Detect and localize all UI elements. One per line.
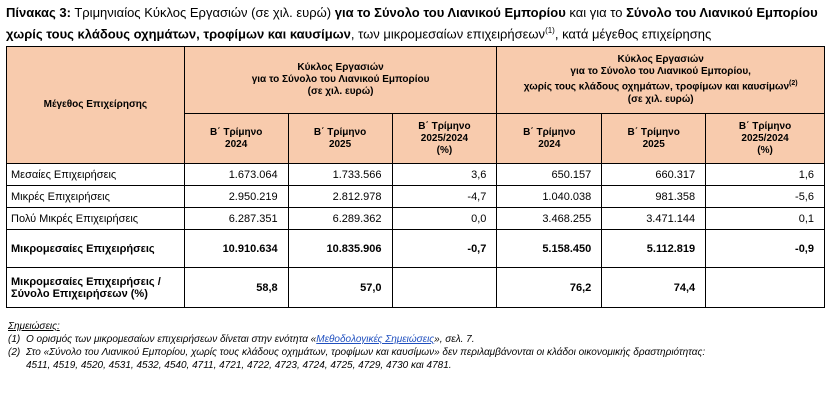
cell: -0,9 — [706, 230, 825, 268]
note-2-line2: 4511, 4519, 4520, 4531, 4532, 4540, 4711, 4721, 4722, 4723, 4724, 4725, 4729, 4730 και 4781. — [26, 360, 452, 371]
title-part1: Τριμηνιαίος Κύκλος Εργασιών (σε χιλ. ευρώ) — [70, 5, 335, 20]
note-1 — [8, 333, 834, 346]
table-row — [7, 208, 825, 230]
title-part2: και για το — [565, 5, 627, 20]
note-1-number: (1) — [8, 334, 21, 345]
methodology-link[interactable]: Μεθοδολογικές Σημειώσεις — [316, 334, 435, 345]
cell: 5.158.450 — [497, 230, 602, 268]
cell: 6.287.351 — [184, 208, 288, 230]
col-q2024-excl: Β΄ Τρίμηνο 2024 — [497, 114, 602, 164]
title-part4: , κατά μέγεθος επιχείρησης — [554, 26, 712, 42]
notes-heading: Σημειώσεις: — [8, 321, 60, 332]
cell: 981.358 — [602, 186, 706, 208]
note-1-pre: Ο ορισμός των μικρομεσαίων επιχειρήσεων δίνεται στην ενότητα « — [26, 334, 317, 345]
group2-line4: (σε χιλ. ευρώ) — [627, 93, 694, 105]
row-label: Μικρομεσαίες Επιχειρήσεις / Σύνολο Επιχειρήσεων (%) — [7, 268, 185, 308]
note-2-line1: Στο «Σύνολο του Λιανικού Εμπορίου, χωρίς τους κλάδους οχημάτων, τροφίμων και καυσίμων» δεν περιλαμβάνονται οι κλάδοι οικονομικής δραστηριότητας: — [26, 347, 706, 358]
cell: 660.317 — [602, 164, 706, 186]
cell: 2.950.219 — [184, 186, 288, 208]
cell — [392, 268, 497, 308]
note-1-post: », σελ. 7. — [434, 334, 475, 345]
cell: 3.468.255 — [497, 208, 602, 230]
cell: 1.733.566 — [288, 164, 392, 186]
cell: 10.910.634 — [184, 230, 288, 268]
cell: 1.040.038 — [497, 186, 602, 208]
cell: 3.471.144 — [602, 208, 706, 230]
cell: 0,1 — [706, 208, 825, 230]
title-bold2: Σύνολο του Λιανικού Εμπορίου χωρίς τους κλάδους οχημάτων, τροφίμων και καυσίμων — [6, 5, 818, 42]
row-label: Μεσαίες Επιχειρήσεις — [7, 164, 185, 186]
table-row — [7, 186, 825, 208]
cell: 6.289.362 — [288, 208, 392, 230]
cell: 10.835.906 — [288, 230, 392, 268]
cell — [706, 268, 825, 308]
cell: 76,2 — [497, 268, 602, 308]
title-sup: (1) — [545, 26, 555, 35]
row-label: Μικρομεσαίες Επιχειρήσεις — [7, 230, 185, 268]
group2-line2: για το Σύνολο του Λιανικού Εμπορίου, — [570, 66, 751, 78]
cell: -0,7 — [392, 230, 497, 268]
title-bold1: για το Σύνολο του Λιανικού Εμπορίου — [334, 5, 566, 20]
cell: 0,0 — [392, 208, 497, 230]
title-label: Πίνακας 3: — [6, 5, 71, 20]
row-label: Μικρές Επιχειρήσεις — [7, 186, 185, 208]
data-table — [6, 46, 825, 308]
cell: 1,6 — [706, 164, 825, 186]
col-q2025: Β΄ Τρίμηνο 2025 — [288, 114, 392, 164]
table-row — [7, 164, 825, 186]
col-q2025-excl: Β΄ Τρίμηνο 2025 — [602, 114, 706, 164]
cell: 3,6 — [392, 164, 497, 186]
group2-line1: Κύκλος Εργασιών — [617, 54, 704, 66]
cell: 74,4 — [602, 268, 706, 308]
cell: 58,8 — [184, 268, 288, 308]
table-title — [6, 4, 832, 43]
note-2-number: (2) — [8, 347, 21, 358]
title-part3: , των μικρομεσαίων επιχειρήσεων — [350, 26, 546, 42]
note-2 — [8, 346, 834, 372]
notes — [8, 320, 834, 372]
size-header: Μέγεθος Επιχείρησης — [7, 47, 185, 164]
cell: 1.673.064 — [184, 164, 288, 186]
col-change: Β΄ Τρίμηνο 2025/2024 (%) — [392, 114, 497, 164]
cell: -4,7 — [392, 186, 497, 208]
col-change-excl: Β΄ Τρίμηνο 2025/2024 (%) — [706, 114, 825, 164]
group-header-total — [184, 47, 497, 114]
group1-line1: Κύκλος Εργασιών — [297, 62, 384, 73]
col-q2024: Β΄ Τρίμηνο 2024 — [184, 114, 288, 164]
cell: 57,0 — [288, 268, 392, 308]
table-row-total — [7, 230, 825, 268]
group1-line2: για το Σύνολο του Λιανικού Εμπορίου — [251, 74, 430, 85]
cell: 2.812.978 — [288, 186, 392, 208]
group2-line3: χωρίς τους κλάδους οχημάτων, τροφίμων και καυσίμων — [523, 81, 790, 93]
table-row-share — [7, 268, 825, 308]
row-label: Πολύ Μικρές Επιχειρήσεις — [7, 208, 185, 230]
cell: 5.112.819 — [602, 230, 706, 268]
group1-line3: (σε χιλ. ευρώ) — [307, 86, 374, 97]
group-header-excl — [497, 47, 825, 114]
cell: 650.157 — [497, 164, 602, 186]
group2-sup: (2) — [789, 80, 798, 88]
cell: -5,6 — [706, 186, 825, 208]
